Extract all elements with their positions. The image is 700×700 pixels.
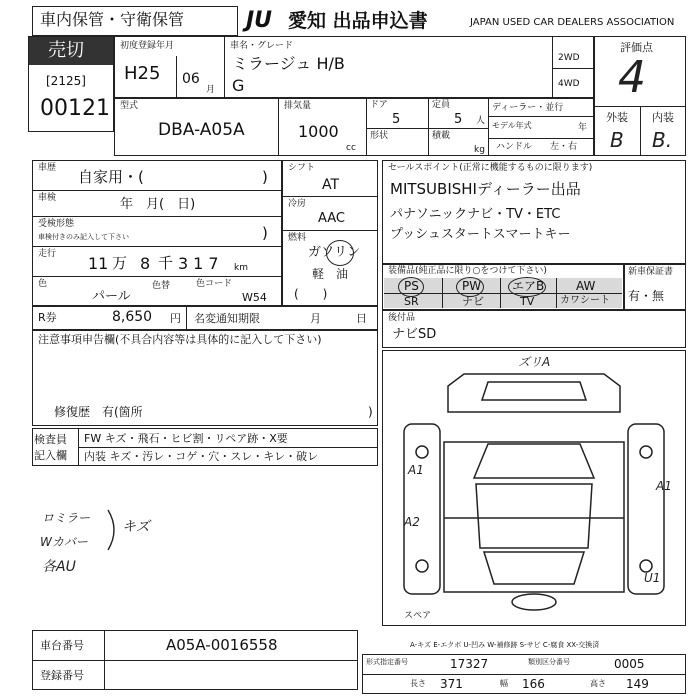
storage-tag-text: 車内保管・守衛保管: [40, 10, 185, 29]
notes-label: 注意事項申告欄(不具合内容等は具体的に記入して下さい): [38, 333, 322, 346]
drive-2wd: 2WD: [558, 53, 580, 63]
notice-day: 日: [356, 312, 367, 325]
weight-label: 積載: [432, 131, 451, 141]
type-label: 形式指定番号: [366, 658, 408, 666]
interior-label: 内装: [652, 111, 674, 124]
person-unit: 人: [476, 116, 486, 126]
history-label: 車歴: [38, 163, 57, 173]
height-value: 149: [626, 677, 649, 691]
association-name: JAPAN USED CAR DEALERS ASSOCIATION: [470, 17, 675, 28]
damage-legend: A-キズ E-エクボ U-凹み W-補修跡 S-サビ C-腐食 XX-交換済: [410, 641, 600, 649]
equip-navi: ナビ: [462, 295, 484, 308]
equip-sr: SR: [404, 295, 419, 308]
ac-value: AAC: [318, 211, 345, 226]
notice-label: 名変通知期限: [194, 312, 260, 325]
fuel-diesel: 軽 油: [312, 267, 349, 281]
class-value: 0005: [614, 657, 645, 671]
shift-label: シフト: [288, 163, 316, 173]
color-change-label: 色替: [152, 281, 171, 291]
chassis-value: A05A-0016558: [166, 636, 278, 654]
aftermarket-value: ナビSD: [392, 327, 437, 342]
ju-logo: JU: [246, 8, 273, 33]
equip-airbag: エアB: [512, 279, 545, 293]
color-code-label: 色コード: [196, 279, 233, 289]
shape-label: 形状: [370, 131, 389, 141]
class-label: 類別区分番号: [528, 658, 570, 666]
drive-4wd: 4WD: [558, 79, 580, 89]
equip-seat: カワシート: [560, 295, 610, 306]
mileage-label: 走行: [38, 249, 57, 259]
car-name: ミラージュ H/B: [232, 54, 345, 73]
car-grade: G: [232, 76, 245, 95]
mileage-rest: 317: [178, 254, 224, 273]
car-diagram: [384, 352, 684, 624]
length-value: 371: [440, 677, 463, 691]
width-label: 幅: [500, 679, 508, 688]
model-year-label: モデル年式: [492, 121, 532, 130]
length-label: 長さ: [410, 679, 426, 688]
fuel-other: ( ): [294, 287, 328, 301]
cc-unit: cc: [346, 143, 356, 153]
repair-close: ): [368, 405, 373, 419]
type-value: 17327: [450, 657, 489, 671]
man-unit: 万: [112, 254, 128, 272]
dealer-label: ディーラー・並行: [492, 103, 564, 113]
registration-box: [114, 36, 594, 98]
exterior-grade: B: [610, 128, 624, 152]
receipt-paren: ): [262, 224, 268, 242]
capacity-label: 定員: [432, 100, 451, 110]
registration-number-label: 登録番号: [40, 669, 84, 682]
kg-unit: kg: [474, 145, 485, 155]
inspector-label-1: 検査員: [34, 433, 67, 446]
doors-label: ドア: [370, 100, 388, 110]
diagram-note-u1: U1: [644, 571, 661, 585]
history-value: 自家用・(: [78, 168, 144, 186]
month-unit: 月: [206, 85, 216, 95]
warranty-value: 有・無: [628, 289, 665, 303]
equipment-label: 装備品(純正品に限り○をつけて下さい): [388, 266, 547, 276]
history-close: ): [262, 168, 268, 186]
equip-circle-pw: [456, 277, 484, 297]
note-mirror: ロミラー: [42, 511, 91, 525]
aftermarket-label: 後付品: [388, 313, 416, 323]
receipt-note: 車検付きのみ記入して下さい: [38, 233, 129, 241]
equip-circle-ps: [398, 277, 424, 297]
lot-code: [2125]: [46, 74, 86, 88]
mileage-sen: 8: [140, 254, 151, 273]
note-bracket-icon: [104, 508, 124, 552]
warranty-label: 新車保証書: [628, 267, 674, 277]
receipt-label: 受検形態: [38, 219, 75, 229]
equip-pw: PW: [462, 279, 482, 293]
recycle-value: 8,650: [112, 309, 153, 325]
first-reg-year: H25: [124, 63, 161, 84]
sen-unit: 千: [158, 254, 174, 272]
displacement-value: 1000: [298, 122, 339, 141]
interior-grade: B.: [652, 128, 673, 152]
rating-label: 評価点: [620, 41, 653, 54]
capacity-value: 5: [454, 112, 463, 127]
status-text: 売切: [48, 40, 84, 61]
rating-score: 4: [618, 52, 646, 103]
color-value: パール: [92, 289, 131, 304]
equip-tv: TV: [520, 295, 535, 308]
inspection-value: 年 月( 日): [120, 197, 196, 212]
year-unit: 年: [578, 123, 588, 133]
exterior-label: 外装: [606, 111, 628, 124]
model-label: 型式: [120, 101, 139, 111]
chassis-label: 車台番号: [40, 639, 84, 652]
km-unit: km: [234, 263, 248, 273]
doors-value: 5: [392, 112, 401, 127]
inspection-label: 車検: [38, 193, 57, 203]
inspector-row-1: FW キズ・飛石・ヒビ割・リペア跡・X要: [84, 432, 288, 445]
inspector-row-2: 内装 キズ・汚レ・コゲ・穴・スレ・キレ・破レ: [84, 450, 319, 463]
diagram-note-a2-left: A2: [404, 515, 420, 529]
equip-ps: PS: [404, 279, 419, 293]
note-cover: Wカバー: [40, 535, 88, 549]
yen-unit: 円: [170, 312, 181, 325]
model-value: DBA-A05A: [158, 120, 245, 140]
width-value: 166: [522, 677, 545, 691]
sales-line-2: パナソニックナビ・TV・ETC: [390, 207, 561, 222]
note-scratch: キズ: [122, 519, 150, 535]
spare-label: スペア: [404, 611, 432, 621]
fuel-label: 燃料: [288, 233, 307, 243]
notice-month: 月: [310, 312, 321, 325]
fuel-circle: [326, 240, 354, 266]
shift-value: AT: [322, 177, 340, 193]
repair-history: 修復歴 有(箇所: [54, 405, 143, 419]
sales-line-1: MITSUBISHIディーラー出品: [390, 180, 581, 198]
diagram-note-top: ズリA: [518, 355, 551, 369]
first-reg-month: 06: [182, 71, 200, 87]
first-reg-label: 初度登録年月: [120, 41, 175, 51]
color-label: 色: [38, 279, 48, 289]
sales-points-label: セールスポイント(正常に機能するものに限ります): [388, 163, 593, 173]
fuel-gasoline: ガソリン: [308, 245, 361, 260]
note-each: 各AU: [42, 559, 76, 575]
form-title: 愛知 出品申込書: [288, 10, 428, 32]
equip-circle-airbag: [508, 277, 546, 297]
height-label: 高さ: [590, 679, 606, 688]
inspector-label-2: 記入欄: [34, 449, 67, 462]
sales-line-3: プッシュスタートスマートキー: [390, 227, 571, 242]
diagram-note-a1-right: A1: [656, 479, 672, 493]
handle-value: 左・右: [550, 142, 578, 152]
mileage-man: 11: [88, 254, 109, 273]
lot-number: 00121: [40, 96, 110, 121]
equip-aw: AW: [576, 279, 596, 293]
diagram-note-a1-left: A1: [408, 463, 424, 477]
ac-label: 冷房: [288, 199, 307, 209]
displacement-label: 排気量: [284, 101, 312, 111]
handle-label: ハンドル: [496, 142, 533, 152]
recycle-label: R券: [38, 311, 57, 324]
color-code: W54: [242, 291, 267, 304]
car-name-label: 車名・グレード: [230, 41, 294, 51]
